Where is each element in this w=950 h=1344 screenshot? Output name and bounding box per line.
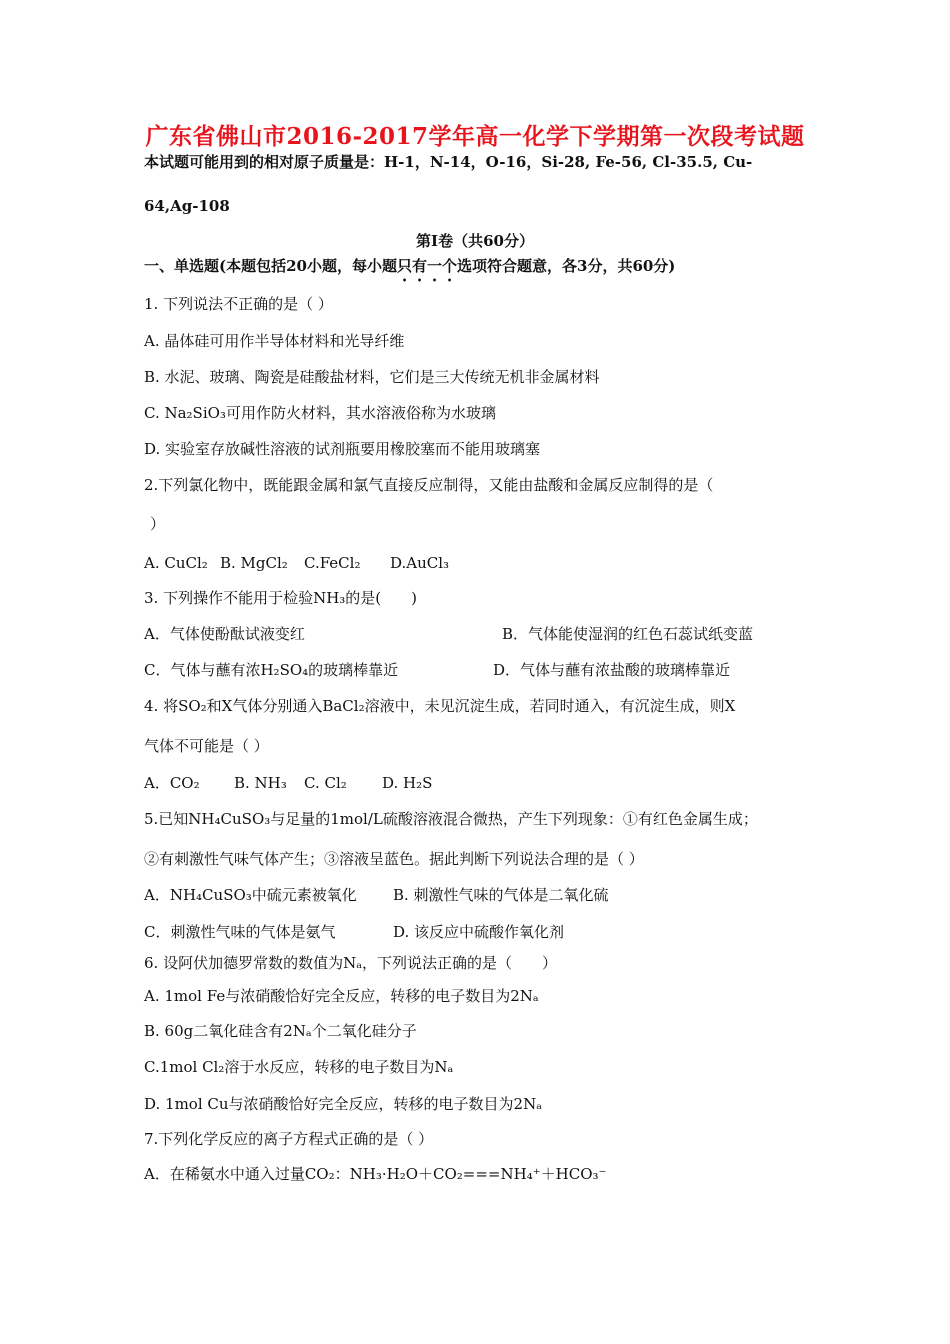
q3-option-c: C．气体与蘸有浓H₂SO₄的玻璃棒靠近	[144, 661, 399, 679]
q4-options	[144, 773, 432, 793]
q4-option-c: C. Cl₂	[304, 774, 347, 792]
q2-stem-1: 2.下列氯化物中，既能跟金属和氯气直接反应制得，又能由盐酸和金属反应制得的是（	[144, 476, 714, 494]
q3-option-a: A．气体使酚酞试液变红	[144, 625, 305, 643]
part1-heading	[144, 256, 675, 285]
q4-option-b: B. NH₃	[234, 774, 287, 792]
q7-option-a: A．在稀氨水中通入过量CO₂：NH₃·H₂O＋CO₂===NH₄⁺＋HCO₃⁻	[144, 1165, 607, 1183]
q6-option-d: D. 1mol Cu与浓硝酸恰好完全反应，转移的电子数目为2Nₐ	[144, 1095, 542, 1113]
q4-stem-2: 气体不可能是（ ）	[144, 737, 269, 755]
q1-stem: 1. 下列说法不正确的是（ ）	[144, 295, 333, 313]
atomic-mass-line-2: 64,Ag-108	[144, 197, 230, 215]
q2-option-d: D.AuCl₃	[390, 554, 450, 572]
q2-option-a: A. CuCl₂	[144, 554, 208, 572]
q2-stem-2: ）	[150, 515, 166, 533]
section-title: 第Ⅰ卷（共60分）	[416, 232, 534, 250]
q2-options	[144, 553, 449, 573]
q5-stem-2: ②有刺激性气味气体产生；③溶液呈蓝色。据此判断下列说法合理的是（ ）	[144, 850, 644, 868]
q1-option-b: B. 水泥、玻璃、陶瓷是硅酸盐材料，它们是三大传统无机非金属材料	[144, 368, 600, 386]
q5-option-d: D. 该反应中硫酸作氧化剂	[393, 923, 565, 941]
q3-stem: 3. 下列操作不能用于检验NH₃的是( )	[144, 589, 418, 607]
q1-option-a: A. 晶体硅可用作半导体材料和光导纤维	[144, 332, 405, 350]
q4-stem-1: 4. 将SO₂和X气体分别通入BaCl₂溶液中，未见沉淀生成，若同时通入，有沉淀生成，则X	[144, 697, 736, 715]
q2-option-c: C.FeCl₂	[304, 554, 361, 572]
part1-emphasis: 只有一个	[396, 257, 457, 275]
q5-option-a: A．NH₄CuSO₃中硫元素被氧化	[144, 886, 357, 904]
q7-stem: 7.下列化学反应的离子方程式正确的是（ ）	[144, 1130, 434, 1148]
part1-post: 选项符合题意，各3分，共60分)	[457, 257, 676, 275]
exam-title: 广东省佛山市2016-2017学年高一化学下学期第一次段考试题	[145, 123, 805, 150]
q1-option-c: C. Na₂SiO₃可用作防火材料，其水溶液俗称为水玻璃	[144, 404, 496, 422]
q3-option-b: B．气体能使湿润的红色石蕊试纸变蓝	[502, 625, 754, 643]
q6-stem: 6. 设阿伏加德罗常数的数值为Nₐ，下列说法正确的是（ ）	[144, 954, 557, 972]
part1-pre: 一、单选题(本题包括20小题，每小题	[144, 257, 397, 275]
atomic-mass-line-1: 本试题可能用到的相对原子质量是：H-1，N-14，O-16，Si-28, Fe-56, Cl-35.5, Cu-	[144, 153, 753, 171]
q2-option-b: B. MgCl₂	[220, 554, 288, 572]
q6-option-a: A. 1mol Fe与浓硝酸恰好完全反应，转移的电子数目为2Nₐ	[144, 987, 539, 1005]
q6-option-c: C.1mol Cl₂溶于水反应，转移的电子数目为Nₐ	[144, 1058, 454, 1076]
q3-option-d: D．气体与蘸有浓盐酸的玻璃棒靠近	[493, 661, 731, 679]
q5-stem-1: 5.已知NH₄CuSO₃与足量的1mol/L硫酸溶液混合微热，产生下列现象：①有红色金属生成；	[144, 810, 758, 828]
q4-option-d: D. H₂S	[382, 774, 433, 792]
q5-option-b: B. 刺激性气味的气体是二氧化硫	[393, 886, 609, 904]
q5-option-c: C．刺激性气味的气体是氨气	[144, 923, 336, 941]
q1-option-d: D. 实验室存放碱性溶液的试剂瓶要用橡胶塞而不能用玻璃塞	[144, 440, 541, 458]
q4-option-a: A．CO₂	[144, 774, 200, 792]
q6-option-b: B. 60g二氧化硅含有2Nₐ个二氧化硅分子	[144, 1022, 417, 1040]
